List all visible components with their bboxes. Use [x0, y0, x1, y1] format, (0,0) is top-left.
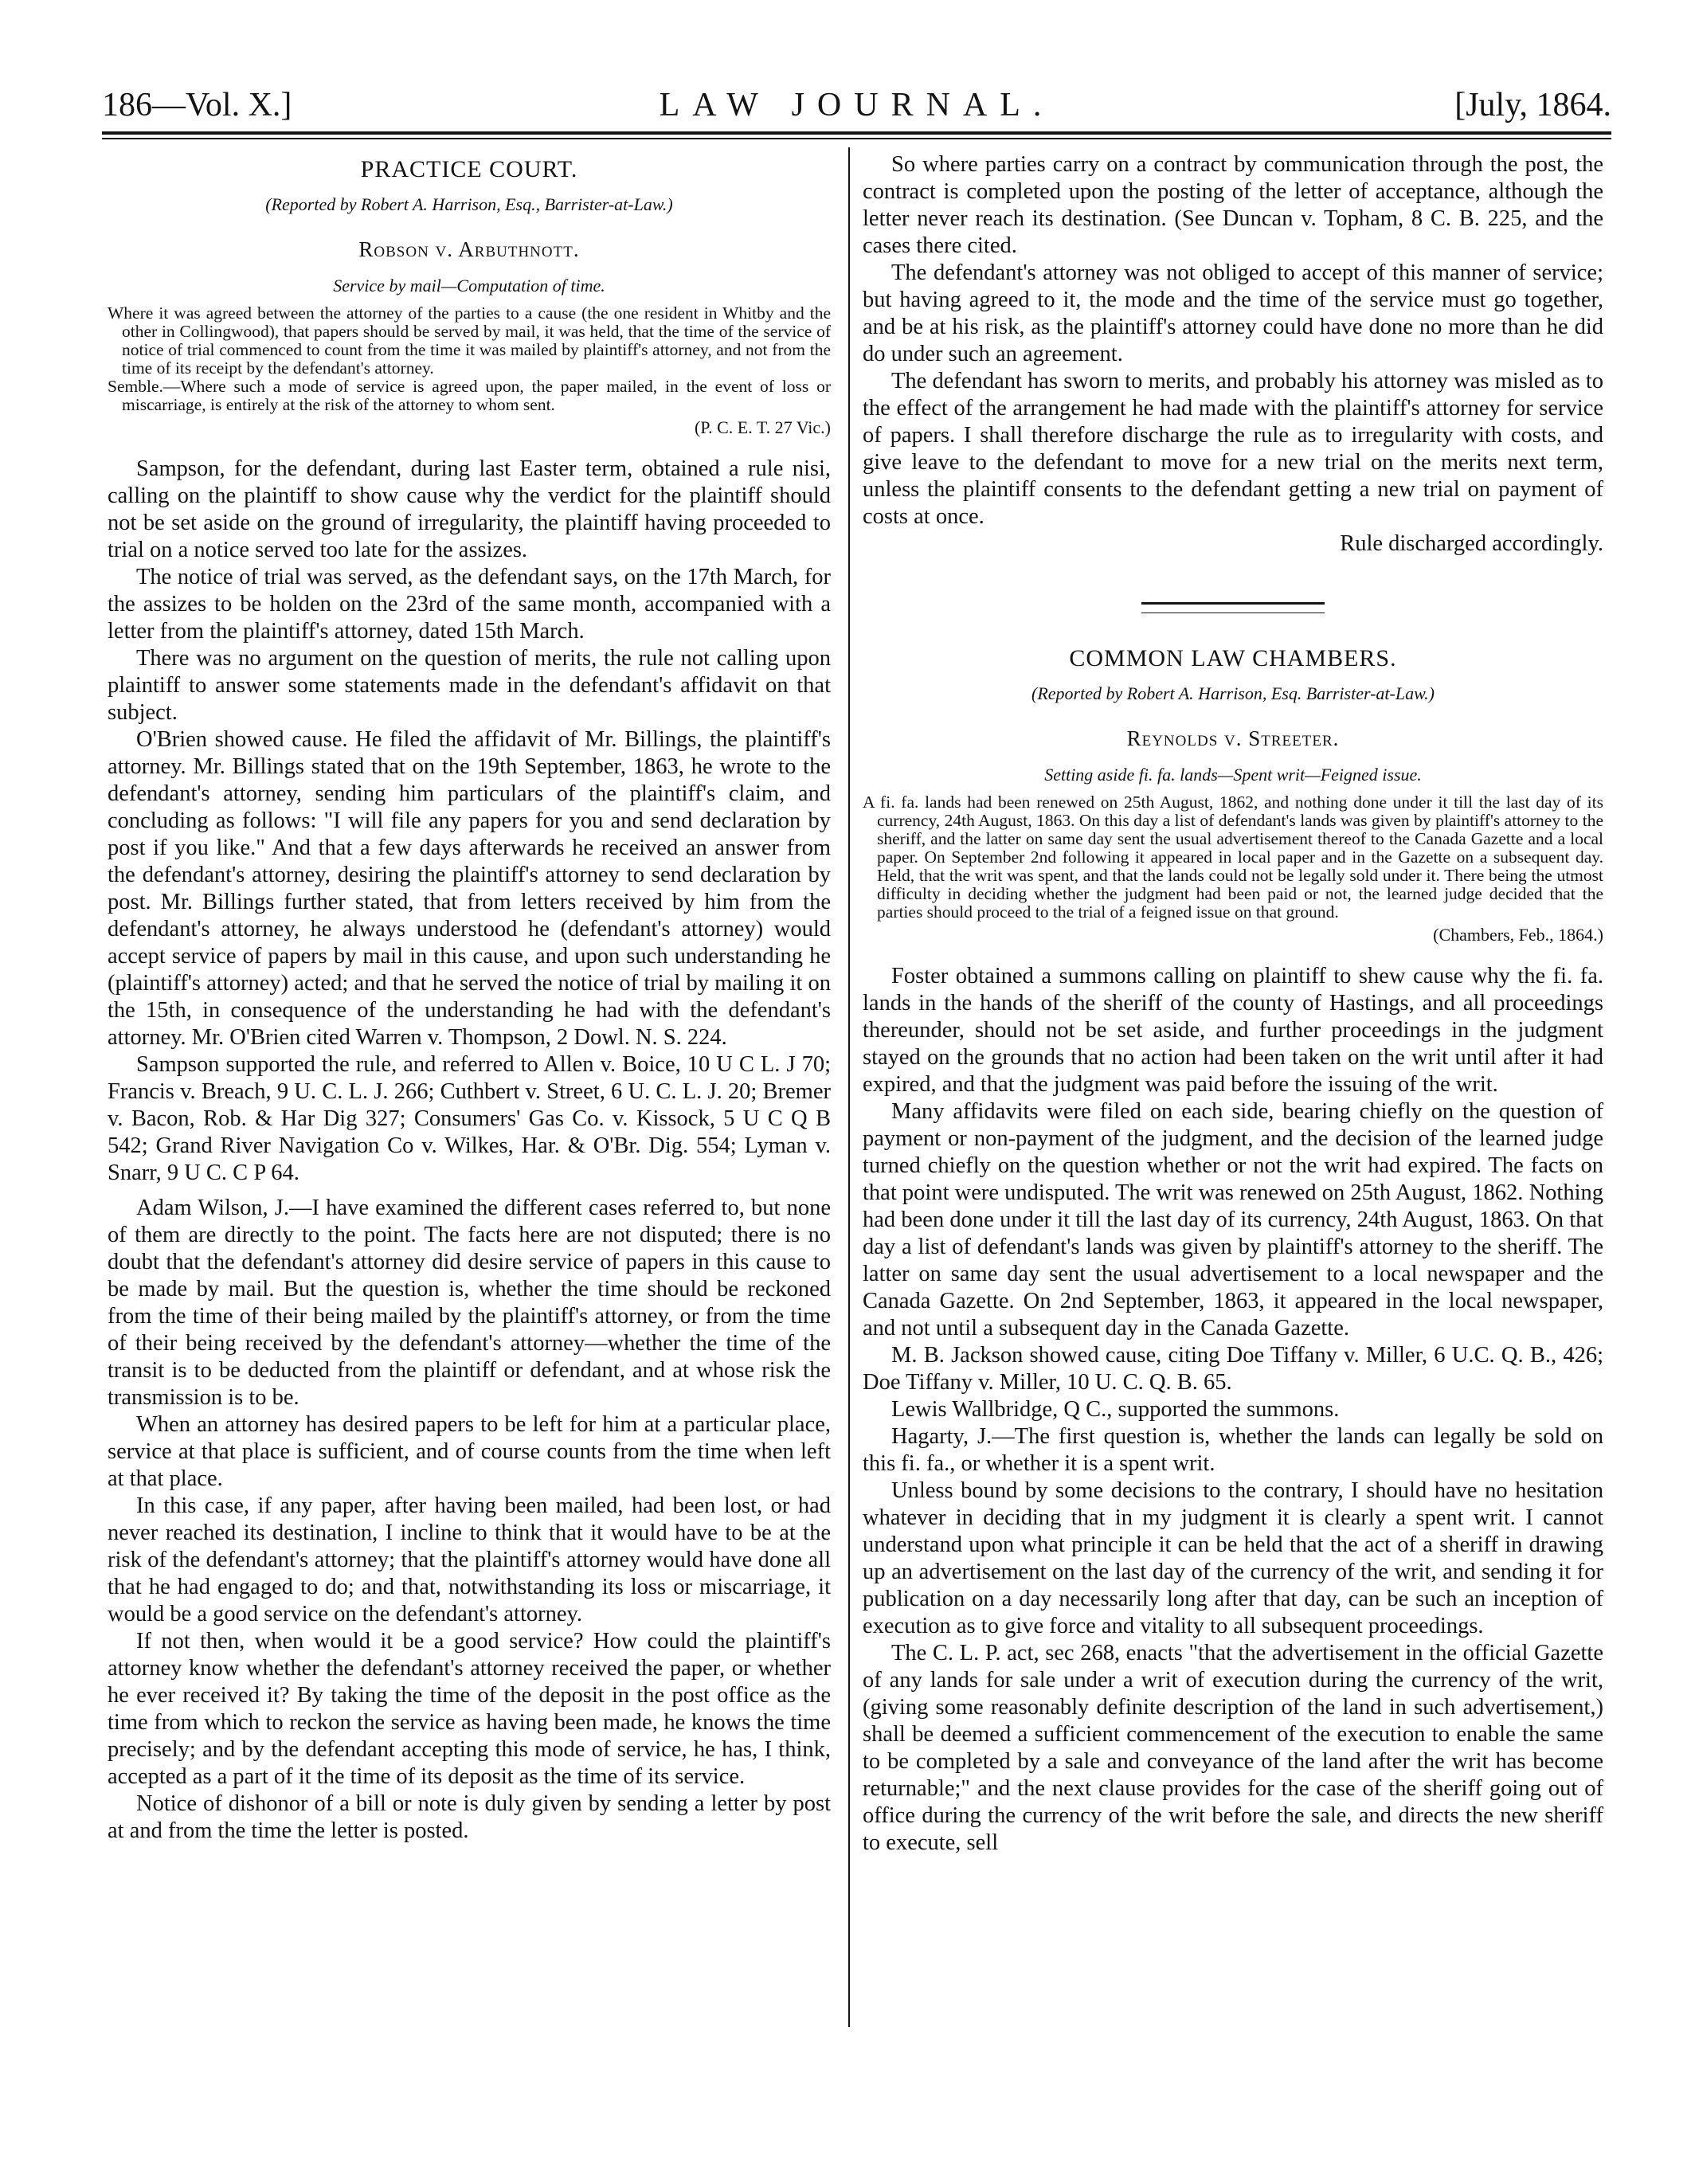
right-column [863, 151, 1603, 1857]
paragraph: Notice of dishonor of a bill or note is duly given by sending a letter by post at and from the time the letter is posted. [108, 1791, 831, 1843]
paragraph: Foster obtained a summons calling on plaintiff to shew cause why the fi. fa. lands in the hands of the sheriff of the county of Hastings, and all proceedings thereunder, should not be set aside, and further proceedings in the judgment stayed on the grounds that no action had been taken on the writ until after it had expired, and that the judgment was paid before the issuing of the writ. [863, 964, 1603, 1097]
paragraph: Many affidavits were filed on each side, bearing chiefly on the question of payment or non-payment of the judgment, and the decision of the learned judge turned chiefly on the question whether or not the writ had expired. The facts on that point were undisputed. The writ was renewed on 25th August, 1862. Nothing had been done under it till the last day of its currency, 24th August, 1863. On that day a list of defendant's lands was given by plaintiff's attorney to the sheriff. The latter on same day sent the usual advertisement to a local newspaper and the Canada Gazette. On 2nd September, 1863, it appeared in the local newspaper, and not until a subsequent day in the Canada Gazette. [863, 1099, 1603, 1341]
paragraph: M. B. Jackson showed cause, citing Doe Tiffany v. Miller, 6 U.C. Q. B., 426; Doe Tiffany v. Miller, 10 U. C. Q. B. 65. [863, 1343, 1603, 1395]
reporter-line: (Reported by Robert A. Harrison, Esq., Barrister-at-Law.) [265, 194, 673, 214]
paragraph: The defendant's attorney was not obliged to accept of this manner of service; but having agreed to it, the mode and the time of the service must go together, and be at his risk, as the plaintiff's attorney could have done no more than he did do under such an agreement. [863, 260, 1603, 366]
case-title: Robson v. Arbuthnott. [358, 237, 580, 261]
paragraph: The notice of trial was served, as the defendant says, on the 17th March, for the assizes to be holden on the 23rd of the same month, accompanied with a letter from the plaintiff's attorney, dated 15th March. [108, 565, 831, 644]
section-heading-practice-court: PRACTICE COURT. [360, 156, 578, 182]
running-header [102, 86, 1611, 134]
paragraph: In this case, if any paper, after having been mailed, had been lost, or had never reached its destination, I incline to think that it would have to be at the risk of the defendant's attorney; that the plaintiff's attorney would have done all that he had engaged to do; and that, notwithstanding its loss or miscarriage, it would be a good service on the defendant's attorney. [108, 1493, 831, 1626]
case-citation: (P. C. E. T. 27 Vic.) [694, 417, 831, 437]
header-rule-thin [102, 138, 1611, 139]
paragraph: So where parties carry on a contract by communication through the post, the contract is completed upon the posting of the letter of acceptance, although the letter never reach its destination. (See Duncan v. Topham, 8 C. B. 225, and the cases there cited. [863, 152, 1603, 258]
case-title: Reynolds v. Streeter. [1126, 726, 1340, 750]
rule-discharged: Rule discharged accordingly. [1340, 531, 1603, 556]
header-rule-thick [102, 131, 1611, 135]
case-citation: (Chambers, Feb., 1864.) [1433, 925, 1603, 945]
page-volume-label: 186—Vol. X.] [102, 87, 292, 123]
section-divider [1141, 602, 1325, 613]
paragraph: The defendant has sworn to merits, and probably his attorney was misled as to the effect of the arrangement he had made with the plaintiff's attorney for service of papers. I shall therefore discharge the rule as to irregularity with costs, and give leave to the defendant to move for a new trial on the merits next term, unless the plaintiff consents to the defendant getting a new trial on payment of costs at once. [863, 369, 1603, 529]
paragraph: When an attorney has desired papers to be left for him at a particular place, service at that place is sufficient, and of course counts from the time when left at that place. [108, 1412, 831, 1491]
headnote: Where it was agreed between the attorney of the parties to a cause (the one resident in Whitby and the other in Collingwood), that papers should be served by mail, it was held, that the time of the service of notice of trial commenced to count from the time it was mailed by plaintiff's attorney, and not from the time of its receipt by the defendant's attorney. [108, 303, 831, 378]
paragraph: Sampson, for the defendant, during last Easter term, obtained a rule nisi, calling on the plaintiff to show cause why the verdict for the plaintiff should not be set aside on the ground of irregularity, the plaintiff having proceeded to trial on a notice served too late for the assizes. [108, 456, 831, 562]
paragraph: O'Brien showed cause. He filed the affidavit of Mr. Billings, the plaintiff's attorney. Mr. Billings stated that on the 19th September, 1863, he wrote to the defendant's attorney, sending him particulars of the plaintiff's claim, and concluding as follows: "I will file any papers for you and send declaration by post if you like." And that a few days afterwards he received an answer from the defendant's attorney, desiring the plaintiff's attorney to send declaration by post. Mr. Billings further stated, that from letters received by him from the defendant's attorney, he always understood he (defendant's attorney) would accept service of papers by mail in this cause, and upon such understanding he (plaintiff's attorney) acted; and that he served the notice of trial by mailing it on the 15th, in consequence of the understanding he had with the defendant's attorney. Mr. O'Brien cited Warren v. Thompson, 2 Dowl. N. S. 224. [108, 727, 831, 1050]
case-subject: Service by mail—Computation of time. [333, 276, 605, 296]
issue-date: [July, 1864. [1454, 87, 1611, 123]
paragraph: Hagarty, J.—The first question is, whether the lands can legally be sold on this fi. fa., or whether it is a spent writ. [863, 1424, 1603, 1476]
paragraph: Unless bound by some decisions to the contrary, I should have no hesitation whatever in deciding that in my judgment it is clearly a spent writ. I cannot understand upon what principle it can be held that the act of a sheriff in drawing up an advertisement on the last day of the currency of the writ, and sending it for publication on a day necessarily long after that day, can be such an inception of execution as to give force and vitality to all subsequent proceedings. [863, 1478, 1603, 1638]
case-subject: Setting aside fi. fa. lands—Spent writ—Feigned issue. [1044, 765, 1422, 785]
left-column [108, 151, 831, 1845]
paragraph: The C. L. P. act, sec 268, enacts "that the advertisement in the official Gazette of any lands for sale under a writ of execution during the currency of the writ, (giving some reasonably definite description of the land in such advertisement,) shall be deemed a sufficient commencement of the execution to enable the same to be completed by a sale and conveyance of the land after the writ has become returnable;" and the next clause provides for the case of the sheriff going out of office during the currency of the writ before the sale, and directs the new sheriff to execute, sell [863, 1641, 1603, 1855]
paragraph: If not then, when would it be a good service? How could the plaintiff's attorney know whether the defendant's attorney received the paper, or whether he ever received it? By taking the time of the deposit in the post office as the time from which to reckon the service as having been made, he knows the time precisely; and by the defendant accepting this mode of service, he has, I think, accepted as a part of it the time of its deposit as the time of its service. [108, 1629, 831, 1789]
reporter-line: (Reported by Robert A. Harrison, Esq. Barrister-at-Law.) [1031, 683, 1435, 703]
paragraph: Lewis Wallbridge, Q C., supported the summons. [891, 1397, 1340, 1422]
journal-title: LAW JOURNAL. [659, 87, 1055, 123]
semble-note: Semble.—Where such a mode of service is agreed upon, the paper mailed, in the event of loss or miscarriage, is entirely at the risk of the attorney to whom sent. [108, 377, 831, 414]
paragraph: Adam Wilson, J.—I have examined the different cases referred to, but none of them are directly to the point. The facts here are not disputed; there is no doubt that the defendant's attorney did desire service of papers in this cause to be made by mail. But the question is, whether the time should be reckoned from the time of their being mailed by the plaintiff's attorney, or from the time of their being received by the defendant's attorney—whether the time of the transit is to be deducted from the plaintiff or defendant, and at whose risk the transmission is to be. [108, 1196, 831, 1410]
headnote: A fi. fa. lands had been renewed on 25th August, 1862, and nothing done under it till the last day of its currency, 24th August, 1863. On this day a list of defendant's lands was given by plaintiff's attorney to the sheriff, and the latter on same day sent the usual advertisement thereof to the Canada Gazette and a local paper. On September 2nd following it appeared in local paper and in the Gazette on a subsequent day. Held, that the writ was spent, and that the lands could not be legally sold under it. There being the utmost difficulty in deciding whether the judgment had been paid or not, the learned judge decided that the parties should proceed to the trial of a feigned issue on that ground. [863, 793, 1603, 922]
paragraph: There was no argument on the question of merits, the rule not calling upon plaintiff to answer some statements made in the defendant's affidavit on that subject. [108, 646, 831, 725]
section-heading-common-law-chambers: COMMON LAW CHAMBERS. [1069, 645, 1397, 671]
paragraph: Sampson supported the rule, and referred to Allen v. Boice, 10 U C L. J 70; Francis v. Breach, 9 U. C. L. J. 266; Cuthbert v. Street, 6 U. C. L. J. 20; Bremer v. Bacon, Rob. & Har Dig 327; Consumers' Gas Co. v. Kissock, 5 U C Q B 542; Grand River Navigation Co v. Wilkes, Har. & O'Br. Dig. 554; Lyman v. Snarr, 9 U C. C P 64. [108, 1052, 831, 1185]
column-divider [848, 147, 850, 2027]
